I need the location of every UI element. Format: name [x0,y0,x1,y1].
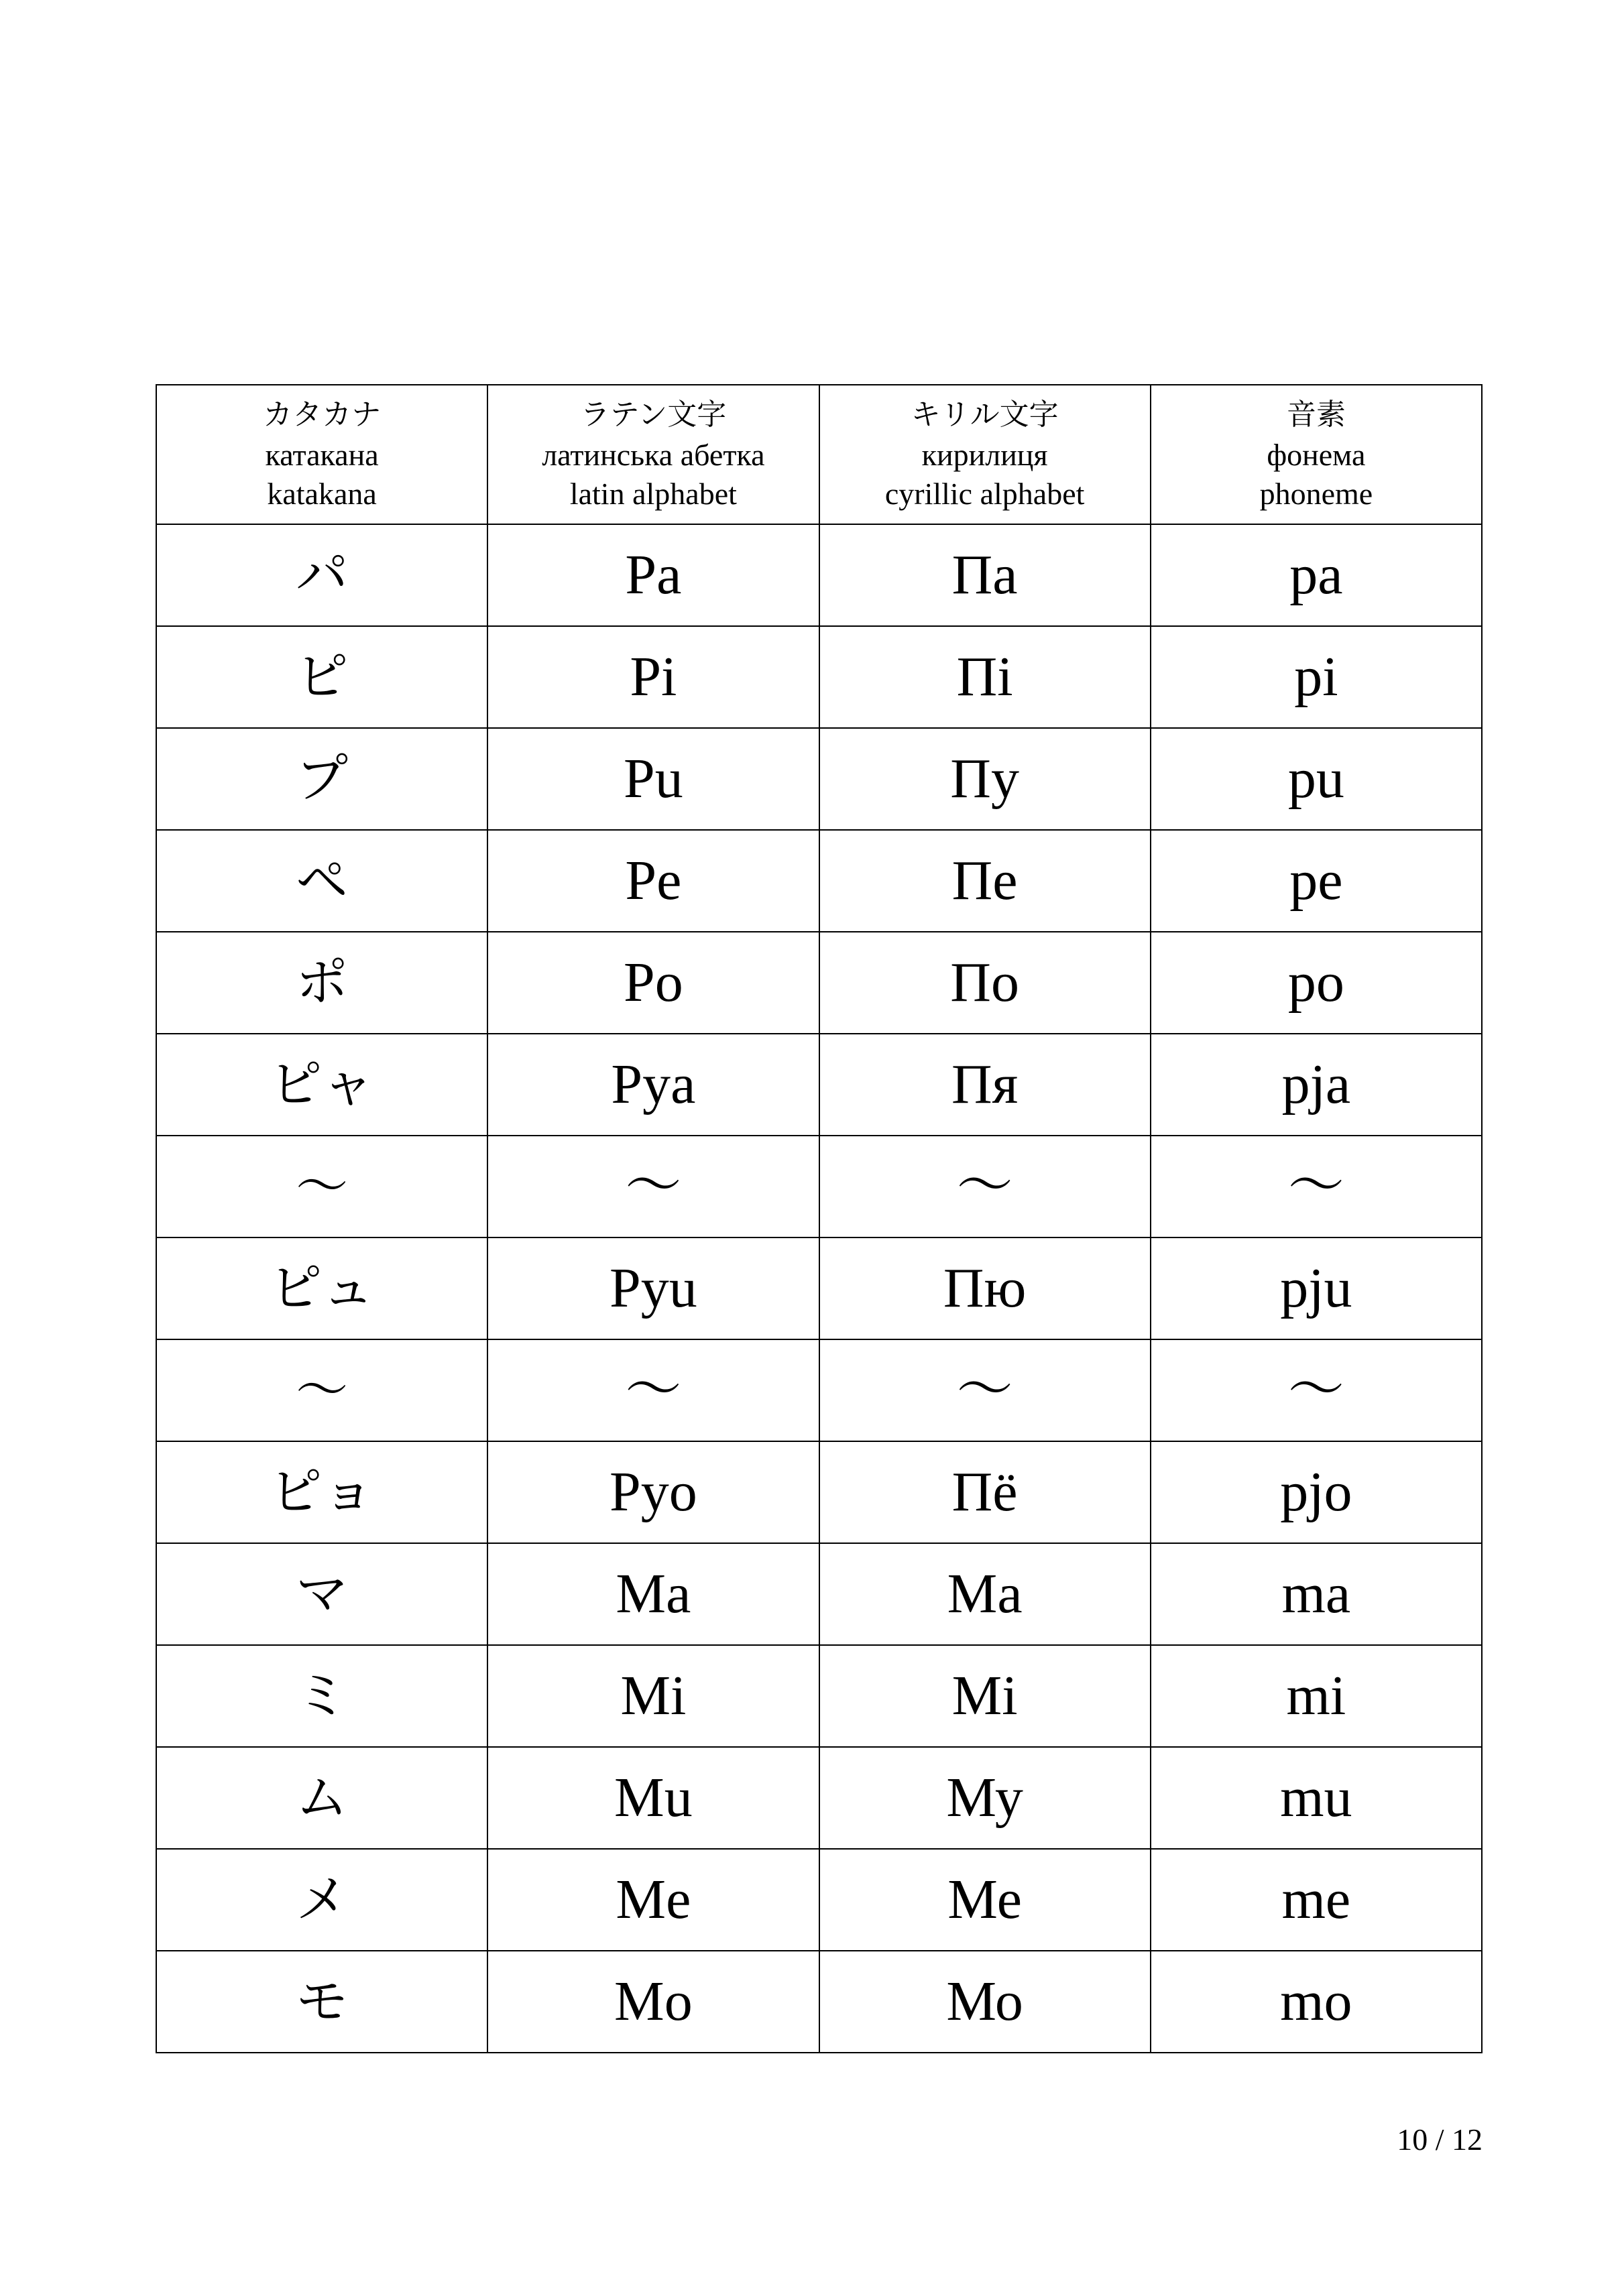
latin-cell: Pe [487,830,819,932]
table-header [156,385,1482,524]
cyrillic-cell: Мо [819,1951,1151,2053]
katakana-cell: ピャ [156,1034,487,1136]
cyrillic-cell: Мі [819,1645,1151,1747]
table-row [156,1645,1482,1747]
latin-cell: Pu [487,728,819,830]
header-latin [487,385,819,524]
header-katakana-en: katakana [267,477,377,511]
cyrillic-cell: Па [819,524,1151,626]
latin-cell: ～ [487,1136,819,1237]
header-phoneme-en: phoneme [1259,477,1373,511]
latin-cell: ～ [487,1339,819,1441]
cyrillic-cell: Пі [819,626,1151,728]
phoneme-cell: pju [1151,1237,1482,1339]
header-cyrillic-uk: кирилиця [921,438,1048,472]
phoneme-cell: pa [1151,524,1482,626]
phoneme-cell: pja [1151,1034,1482,1136]
katakana-cell: プ [156,728,487,830]
latin-cell: Pya [487,1034,819,1136]
latin-cell: Pyu [487,1237,819,1339]
table-row [156,1951,1482,2053]
katakana-cell: ペ [156,830,487,932]
latin-cell: Po [487,932,819,1034]
cyrillic-cell: Ма [819,1543,1151,1645]
katakana-cell: ～ [156,1339,487,1441]
header-phoneme [1151,385,1482,524]
latin-cell: Me [487,1849,819,1951]
cyrillic-cell: ～ [819,1339,1151,1441]
phoneme-cell: mo [1151,1951,1482,2053]
phoneme-cell: mi [1151,1645,1482,1747]
latin-cell: Ma [487,1543,819,1645]
cyrillic-cell: Пу [819,728,1151,830]
katakana-cell: ポ [156,932,487,1034]
latin-cell: Pi [487,626,819,728]
katakana-cell: ピュ [156,1237,487,1339]
katakana-cell: モ [156,1951,487,2053]
header-phoneme-ja: 音素 [1286,398,1346,432]
table-row [156,728,1482,830]
katakana-cell: ピョ [156,1441,487,1543]
cyrillic-cell: Пё [819,1441,1151,1543]
table-row [156,932,1482,1034]
table-row [156,1034,1482,1136]
cyrillic-cell: Ме [819,1849,1151,1951]
page-number: 10 / 12 [1397,2122,1483,2157]
table-body [156,524,1482,2053]
katakana-cell: マ [156,1543,487,1645]
header-latin-en: latin alphabet [569,477,737,511]
latin-cell: Mi [487,1645,819,1747]
phoneme-cell: ～ [1151,1339,1482,1441]
katakana-cell: メ [156,1849,487,1951]
katakana-cell: ～ [156,1136,487,1237]
header-katakana-uk: катакана [265,438,379,472]
table-row [156,1543,1482,1645]
phoneme-cell: pi [1151,626,1482,728]
phoneme-cell: po [1151,932,1482,1034]
phoneme-cell: ma [1151,1543,1482,1645]
cyrillic-cell: Му [819,1747,1151,1849]
phoneme-cell: ～ [1151,1136,1482,1237]
phoneme-cell: me [1151,1849,1482,1951]
latin-cell: Pa [487,524,819,626]
table-row [156,626,1482,728]
header-katakana-ja: カタカナ [263,398,382,432]
table-row [156,1237,1482,1339]
header-phoneme-uk: фонема [1267,438,1366,472]
kana-table [156,384,1483,2053]
latin-cell: Pyo [487,1441,819,1543]
phoneme-cell: mu [1151,1747,1482,1849]
header-katakana [156,385,487,524]
latin-cell: Mu [487,1747,819,1849]
cyrillic-cell: Пе [819,830,1151,932]
header-latin-ja: ラテン文字 [580,398,727,432]
table-row [156,1849,1482,1951]
latin-cell: Mo [487,1951,819,2053]
phoneme-cell: pjo [1151,1441,1482,1543]
katakana-cell: パ [156,524,487,626]
katakana-cell: ム [156,1747,487,1849]
header-cyrillic-ja: キリル文字 [911,398,1059,432]
cyrillic-cell: Пя [819,1034,1151,1136]
header-cyrillic-en: cyrillic alphabet [884,477,1085,511]
header-latin-uk: латинська абетка [542,438,765,472]
header-row [156,385,1482,524]
phoneme-cell: pu [1151,728,1482,830]
katakana-cell: ピ [156,626,487,728]
header-cyrillic [819,385,1151,524]
table-row [156,524,1482,626]
cyrillic-cell: Пю [819,1237,1151,1339]
table-row [156,830,1482,932]
table-row [156,1136,1482,1237]
katakana-cell: ミ [156,1645,487,1747]
phoneme-cell: pe [1151,830,1482,932]
cyrillic-cell: По [819,932,1151,1034]
cyrillic-cell: ～ [819,1136,1151,1237]
table-row [156,1441,1482,1543]
table-row [156,1747,1482,1849]
table-row [156,1339,1482,1441]
